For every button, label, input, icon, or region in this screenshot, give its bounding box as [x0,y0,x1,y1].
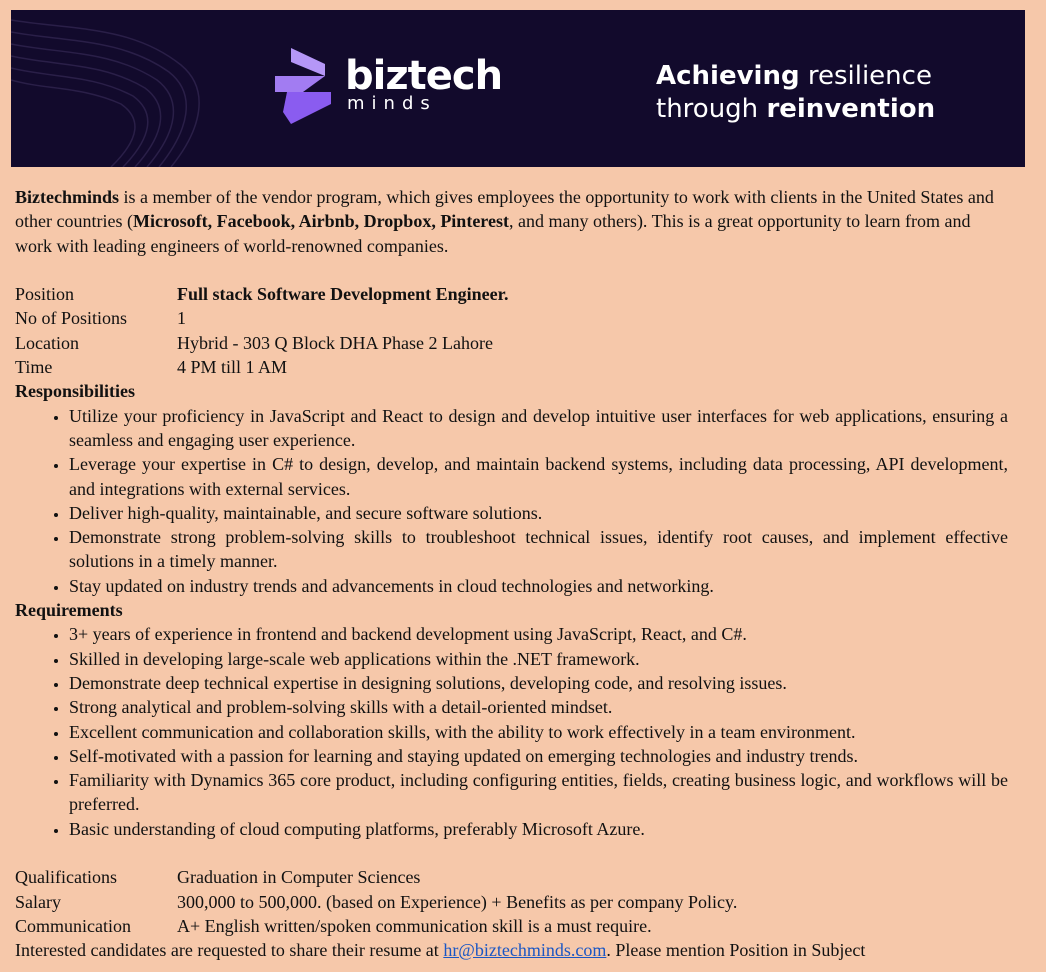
client-list: Microsoft, Facebook, Airbnb, Dropbox, Pinterest [132,211,509,232]
location-value: Hybrid - 303 Q Block DHA Phase 2 Lahore [177,332,493,353]
wave-decoration [11,10,231,167]
communication-value: A+ English written/spoken communication skill is a must require. [177,915,652,936]
responsibilities-list [15,404,1008,598]
salary-label: Salary [15,891,61,912]
location-row [15,331,1008,355]
list-item: • Deliver high-quality, maintainable, and secure software solutions. [69,501,1008,525]
list-item: • Stay updated on industry trends and advancements in cloud technologies and networking. [69,574,1008,598]
tagline-text-2: through [656,94,767,124]
list-item: • Strong analytical and problem-solving skills with a detail-oriented mindset. [69,695,1008,719]
responsibilities-heading: Responsibilities [15,381,136,402]
salary-row [15,890,1008,914]
time-label: Time [15,357,53,378]
list-item: • Leverage your expertise in C# to design, develop, and maintain backend systems, including data processing, API development, and integrations with external services. [69,452,1008,501]
positions-count-row [15,306,1008,330]
requirements-heading: Requirements [15,600,123,621]
intro-text-a: is a member of the vendor program, which gives employees the opportunity to work with clients in the United States and other countries ( [15,187,994,232]
biztech-logo-icon [273,46,337,126]
list-item: • Demonstrate strong problem-solving skills to troubleshoot technical issues, identify root causes, and implement effective solutions in a timely manner. [69,525,1008,574]
qualifications-value: Graduation in Computer Sciences [177,867,421,888]
location-label: Location [15,332,79,353]
apply-text-b: . Please mention Position in Subject [606,940,866,961]
list-item: • Utilize your proficiency in JavaScript and React to design and develop intuitive user interfaces for web applications, ensuring a seamless and engaging user experience. [69,404,1008,453]
list-item: • Familiarity with Dynamics 365 core product, including configuring entities, fields, creating business logic, and workflows will be preferred. [69,768,1008,817]
list-item: • Excellent communication and collaboration skills, with the ability to work effectively in a team environment. [69,720,1008,744]
list-item: • Skilled in developing large-scale web applications within the .NET framework. [69,647,1008,671]
requirements-list [15,622,1008,841]
list-item: • Basic understanding of cloud computing platforms, preferably Microsoft Azure. [69,817,1008,841]
intro-text-b: , and many others). This is a great opportunity to learn from and work with leading engineers of world-renowned companies. [15,211,971,256]
header-banner [11,10,1025,167]
apply-instructions [15,938,1008,962]
position-value: Full stack Software Development Engineer. [177,284,509,305]
tagline-bold-1: Achieving [656,61,800,91]
company-name: Biztechminds [15,187,120,207]
qualifications-label: Qualifications [15,867,117,888]
tagline-text-1: resilience [799,61,932,91]
positions-count-value: 1 [177,308,186,329]
communication-row [15,914,1008,938]
brand-name: biztech [345,53,503,99]
communication-label: Communication [15,915,131,936]
list-item: • Demonstrate deep technical expertise in designing solutions, developing code, and resolving issues. [69,671,1008,695]
time-row [15,355,1008,379]
positions-count-label: No of Positions [15,308,128,329]
job-posting [15,185,1008,963]
time-value: 4 PM till 1 AM [177,357,288,378]
email-link[interactable]: hr@biztechminds.com [443,940,607,961]
list-item: • 3+ years of experience in frontend and backend development using JavaScript, React, and C#. [69,622,1008,646]
intro-paragraph [15,185,1008,258]
position-row [15,282,1008,306]
qualifications-row [15,865,1008,889]
list-item: • Self-motivated with a passion for learning and staying updated on emerging technologies and industry trends. [69,744,1008,768]
salary-value: 300,000 to 500,000. (based on Experience) + Benefits as per company Policy. [177,891,738,912]
apply-text-a: Interested candidates are requested to share their resume at [15,940,444,961]
tagline [656,60,935,126]
tagline-bold-2: reinvention [766,94,936,124]
position-label: Position [15,284,75,305]
brand-subname: minds [347,93,437,114]
